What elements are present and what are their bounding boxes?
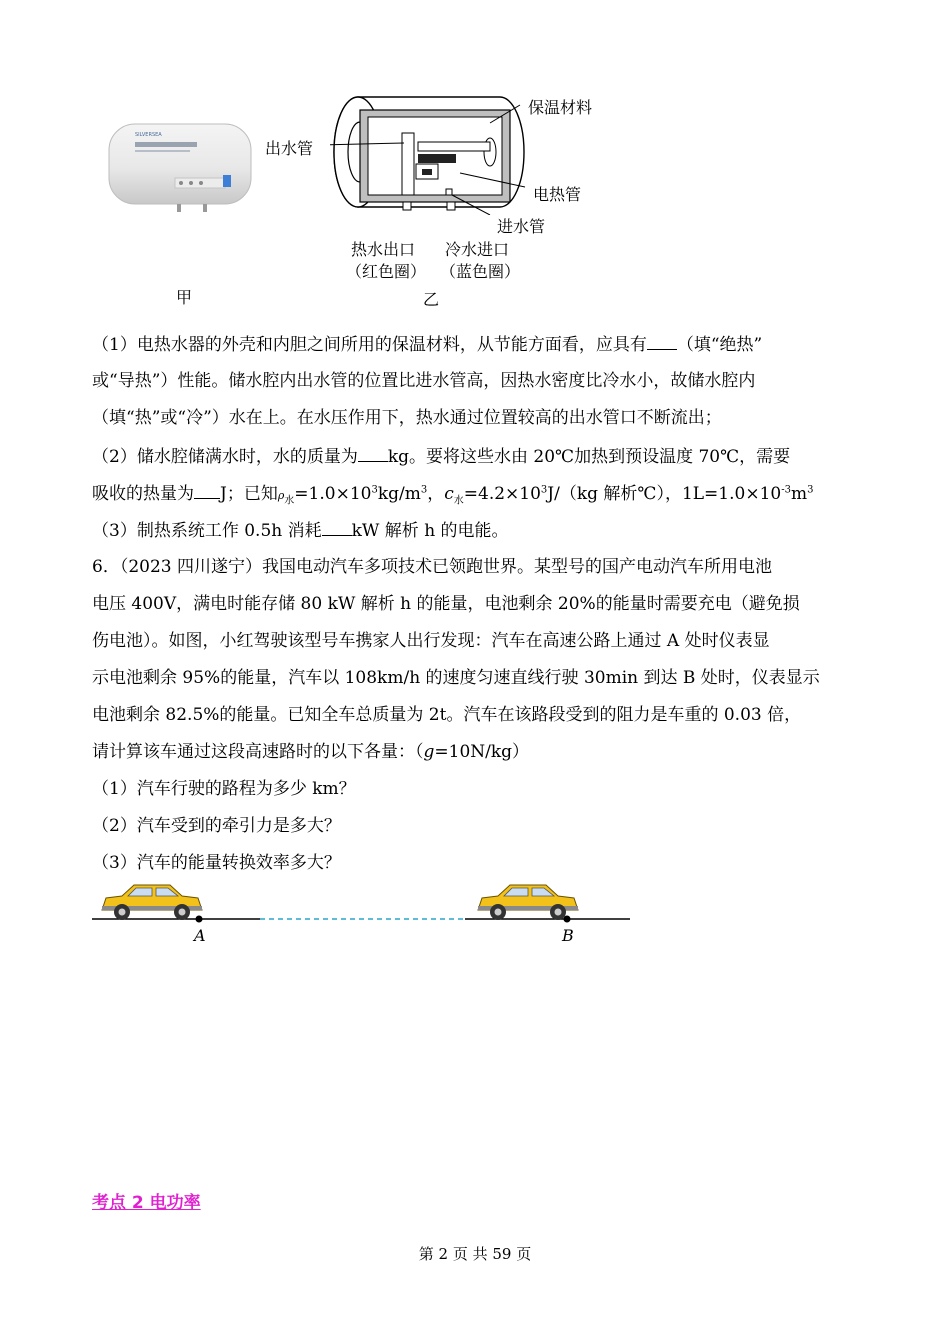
- q6-line1: 6．（2023 四川遂宁）我国电动汽车多项技术已领跑世界。某型号的国产电动汽车所用电池: [92, 557, 772, 577]
- car-at-b: [478, 885, 578, 920]
- q5-part2-text-e: =1.0×10: [294, 484, 372, 504]
- q5-part2-line1: [92, 443, 790, 469]
- q5-part2-text-g: ，: [427, 484, 445, 504]
- sub-water-2: 水: [453, 495, 464, 507]
- q5-part3-text-a: （3）制热系统工作 0.5h 消耗: [92, 521, 322, 541]
- callout-heating-tube: 电热管: [533, 185, 582, 204]
- hot-outlet-label-1: 热水出口: [351, 240, 416, 259]
- q5-part1-text-b: （填“绝热”: [676, 335, 763, 355]
- q5-part3-line: [92, 517, 509, 543]
- water-heater-photo: [105, 120, 255, 215]
- q6-sub3: （3）汽车的能量转换效率多大？: [92, 853, 341, 873]
- q6-line6: [92, 740, 529, 764]
- q5-part2-text-i: J/（kg 解析℃），1L=1.0×10: [547, 484, 782, 504]
- page-footer: 第 2 页 共 59 页: [418, 1245, 532, 1263]
- q6-line4: 示电池剩余 95%的能量，汽车以 108km/h 的速度匀速直线行驶 30min 到达 B 处时，仪表显示: [92, 668, 820, 688]
- q5-part2-text-h: =4.2×10: [463, 484, 541, 504]
- exp-3d: 3: [807, 484, 814, 496]
- q5-part2-text-b: kg。要将这些水由 20℃加热到预设温度 70℃，需要: [387, 447, 791, 467]
- callout-insulation: 保温材料: [528, 98, 593, 117]
- q5-part2-text-f: kg/m: [377, 484, 421, 504]
- exp-3a: 3: [371, 484, 378, 496]
- section-heading-link[interactable]: 考点 2 电功率: [92, 1193, 201, 1213]
- q5-part1-line2: 或“导热”）性能。储水腔内出水管的位置比进水管高，因热水密度比冷水小，故储水腔内: [92, 371, 756, 391]
- point-a-label: A: [194, 926, 206, 945]
- heater-brand-text: SILVERSEA: [135, 132, 162, 138]
- q5-part2-text-a: （2）储水腔储满水时，水的质量为: [92, 447, 358, 467]
- point-b-label: B: [562, 926, 574, 945]
- q6-line5: 电池剩余 82.5%的能量。已知全车总质量为 2t。汽车在该路段受到的阻力是车重的 0.03 倍，: [92, 705, 802, 725]
- callout-outlet-pipe: 出水管: [265, 139, 314, 158]
- answer-blank-1[interactable]: [647, 331, 677, 350]
- q6-sub2: （2）汽车受到的牵引力是多大？: [92, 816, 341, 836]
- c-symbol: c: [444, 484, 454, 504]
- q5-part2-text-c: 吸收的热量为: [92, 484, 194, 504]
- answer-blank-4[interactable]: [322, 517, 352, 536]
- callout-inlet-pipe: 进水管: [497, 217, 546, 236]
- q5-part1-line1: [92, 331, 762, 357]
- q5-part2-text-j: m: [790, 484, 808, 504]
- exp-neg3: -3: [781, 484, 791, 496]
- q6-line6-text-a: 请计算该车通过这段高速路时的以下各量：（: [92, 742, 424, 762]
- heater-cross-section-diagram: [330, 95, 530, 215]
- cold-inlet-label-1: 冷水进口: [445, 240, 510, 259]
- q6-line3: 伤电池）。如图，小红驾驶该型号车携家人出行发现：汽车在高速公路上通过 A 处时仪表显: [92, 631, 770, 651]
- cold-inlet-label-2: （蓝色圈）: [440, 262, 521, 281]
- figure-label-yi: 乙: [423, 290, 440, 309]
- q6-line2: 电压 400V，满电时能存储 80 kW 解析 h 的能量，电池剩余 20%的能量时需要充电（避免损: [92, 594, 800, 614]
- g-symbol: g: [423, 742, 435, 762]
- point-a-dot: [196, 916, 203, 923]
- exp-3c: 3: [540, 484, 548, 496]
- q5-part1-line3: （填“热”或“冷”）水在上。在水压作用下，热水通过位置较高的出水管口不断流出；: [92, 408, 722, 428]
- rho-symbol: ρ: [277, 489, 285, 502]
- figure-label-jia: 甲: [176, 288, 193, 307]
- q5-part3-text-b: kW 解析 h 的电能。: [351, 521, 509, 541]
- exp-3b: 3: [420, 484, 428, 496]
- answer-blank-3[interactable]: [194, 480, 220, 499]
- car-road-diagram: [90, 876, 635, 946]
- q6-sub1: （1）汽车行驶的路程为多少 km？: [92, 779, 356, 799]
- answer-blank-2[interactable]: [358, 443, 388, 462]
- q5-part2-line2: [92, 480, 813, 508]
- q5-part2-text-d: J；已知: [220, 484, 278, 504]
- sub-water-1: 水: [284, 495, 295, 507]
- q6-line6-text-b: =10N/kg）: [434, 742, 530, 762]
- q5-part1-text-a: （1）电热水器的外壳和内胆之间所用的保温材料，从节能方面看，应具有: [92, 335, 647, 355]
- car-at-a: [102, 885, 202, 920]
- point-b-dot: [564, 916, 571, 923]
- hot-outlet-label-2: （红色圈）: [346, 262, 427, 281]
